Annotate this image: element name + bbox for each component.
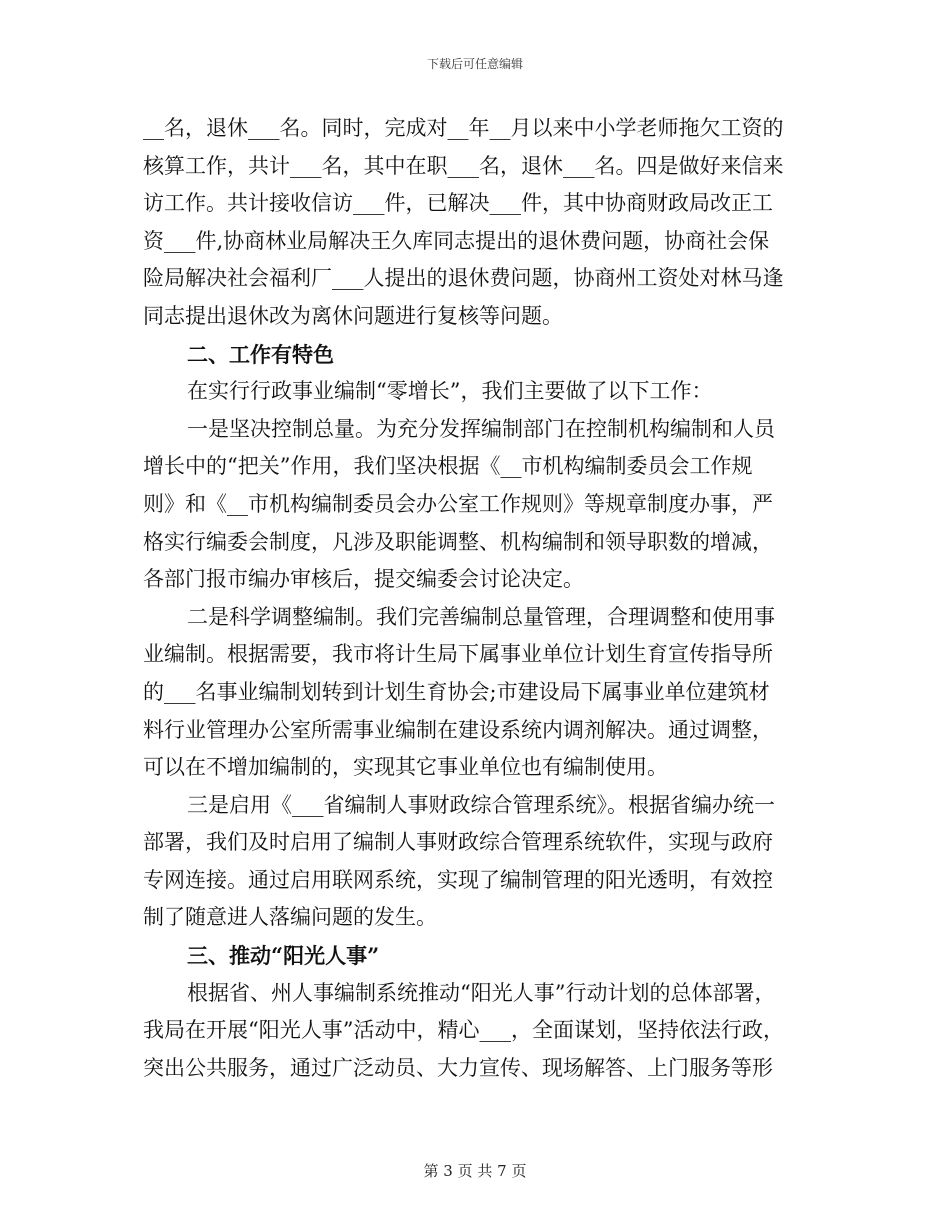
section-heading: 三、推动“阳光人事” bbox=[187, 943, 380, 969]
text-line: 根据省、州人事编制系统推动“阳光人事”行动计划的总体部署， bbox=[187, 980, 776, 1005]
text-line: 制了随意进人落编问题的发生。 bbox=[143, 905, 437, 930]
text-line: 部署，我们及时启用了编制人事财政综合管理系统软件，实现与政府 bbox=[143, 830, 773, 855]
text-line: __名，退休___名。同时，完成对__年__月以来中小学老师拖欠工资的 bbox=[143, 116, 784, 140]
text-line: 突出公共服务，通过广泛动员、大力宣传、现场解答、上门服务等形 bbox=[143, 1055, 773, 1080]
text-line: 格实行编委会制度，凡涉及职能调整、机构编制和领导职数的增减， bbox=[143, 529, 773, 554]
text-line: 业编制。根据需要，我市将计生局下属事业单位计划生育宣传指导所 bbox=[143, 642, 773, 667]
text-line: 可以在不增加编制的，实现其它事业单位也有编制使用。 bbox=[143, 755, 668, 780]
text-line: 我局在开展“阳光人事”活动中，精心___，全面谋划，坚持依法行政， bbox=[143, 1018, 784, 1043]
text-line: 则》和《__市机构编制委员会办公室工作规则》等规章制度办事，严 bbox=[143, 491, 773, 516]
page-footer: 第 3 页 共 7 页 bbox=[423, 1162, 527, 1180]
text-line: 在实行行政事业编制“零增长”，我们主要做了以下工作： bbox=[187, 379, 713, 404]
text-line: 访工作。共计接收信访___件，已解决___件，其中协商财政局改正工 bbox=[143, 191, 773, 216]
page-header: 下载后可任意编辑 bbox=[426, 57, 523, 71]
text-line: 二是科学调整编制。我们完善编制总量管理，合理调整和使用事 bbox=[187, 604, 775, 629]
text-line: 的___名事业编制划转到计划生育协会;市建设局下属事业单位建筑材 bbox=[143, 679, 770, 704]
text-line: 三是启用《___省编制人事财政综合管理系统》。根据省编办统一 bbox=[187, 792, 775, 817]
section-heading: 二、工作有特色 bbox=[187, 341, 334, 367]
document-body bbox=[143, 110, 808, 1087]
text-line: 料行业管理办公室所需事业编制在建设系统内调剂解决。通过调整， bbox=[143, 717, 773, 742]
text-line: 一是坚决控制总量。为充分发挥编制部门在控制机构编制和人员 bbox=[187, 416, 775, 441]
text-line: 专网连接。通过启用联网系统，实现了编制管理的阳光透明，有效控 bbox=[143, 867, 773, 892]
text-line: 资___件,协商林业局解决王久库同志提出的退休费问题，协商社会保 bbox=[143, 228, 770, 253]
text-line: 险局解决社会福利厂___人提出的退休费问题，协商州工资处对林马逢 bbox=[143, 266, 784, 291]
text-line: 增长中的“把关”作用，我们坚决根据《__市机构编制委员会工作规 bbox=[143, 454, 753, 479]
text-line: 核算工作，共计___名，其中在职___名，退休___名。四是做好来信来 bbox=[143, 153, 784, 178]
text-line: 各部门报市编办审核后，提交编委会讨论决定。 bbox=[143, 567, 584, 592]
text-line: 同志提出退休改为离休问题进行复核等问题。 bbox=[143, 303, 563, 328]
